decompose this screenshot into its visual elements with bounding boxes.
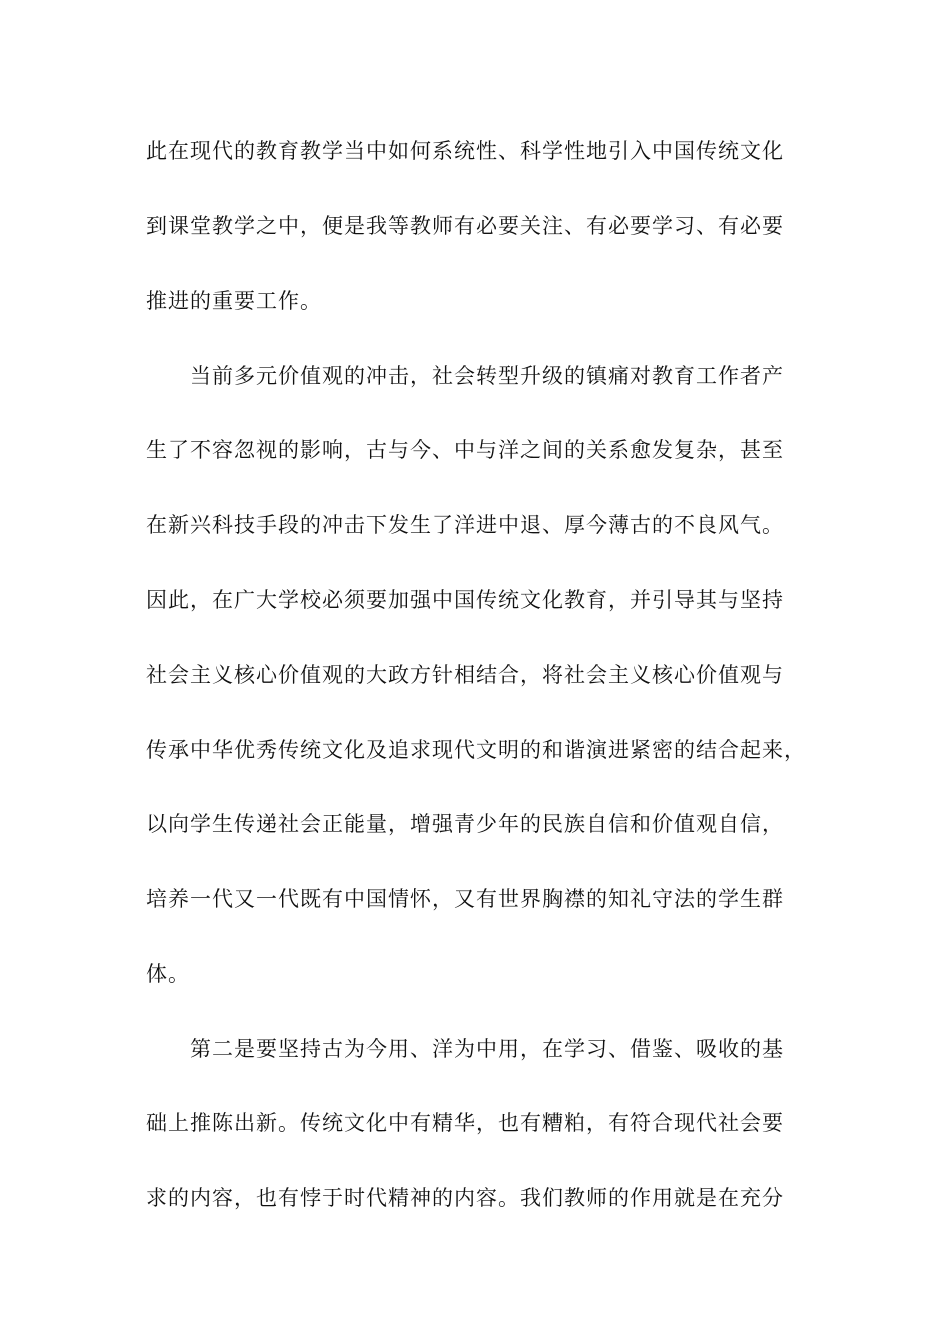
text-line: 求的内容，也有悖于时代精神的内容。我们教师的作用就是在充分 bbox=[146, 1186, 784, 1210]
paragraph-first-line: 第二是要坚持古为今用、洋为中用，在学习、借鉴、吸收的基 bbox=[190, 1037, 784, 1061]
text-line: 以向学生传递社会正能量，增强青少年的民族自信和价值观自信， bbox=[146, 812, 784, 836]
text-line: 推进的重要工作。 bbox=[146, 289, 322, 313]
text-line: 培养一代又一代既有中国情怀，又有世界胸襟的知礼守法的学生群 bbox=[146, 887, 784, 911]
text-line: 因此，在广大学校必须要加强中国传统文化教育，并引导其与坚持 bbox=[146, 588, 784, 612]
text-line: 此在现代的教育教学当中如何系统性、科学性地引入中国传统文化 bbox=[146, 139, 784, 163]
text-line: 体。 bbox=[146, 962, 190, 986]
text-line: 在新兴科技手段的冲击下发生了洋进中退、厚今薄古的不良风气。 bbox=[146, 513, 784, 537]
text-line: 社会主义核心价值观的大政方针相结合，将社会主义核心价值观与 bbox=[146, 663, 784, 687]
text-line: 传承中华优秀传统文化及追求现代文明的和谐演进紧密的结合起来， bbox=[146, 738, 806, 762]
text-line: 生了不容忽视的影响，古与今、中与洋之间的关系愈发复杂，甚至 bbox=[146, 438, 784, 462]
text-line: 础上推陈出新。传统文化中有精华，也有糟粕，有符合现代社会要 bbox=[146, 1111, 784, 1135]
text-line: 到课堂教学之中，便是我等教师有必要关注、有必要学习、有必要 bbox=[146, 214, 784, 238]
paragraph-first-line: 当前多元价值观的冲击，社会转型升级的镇痛对教育工作者产 bbox=[190, 364, 784, 388]
